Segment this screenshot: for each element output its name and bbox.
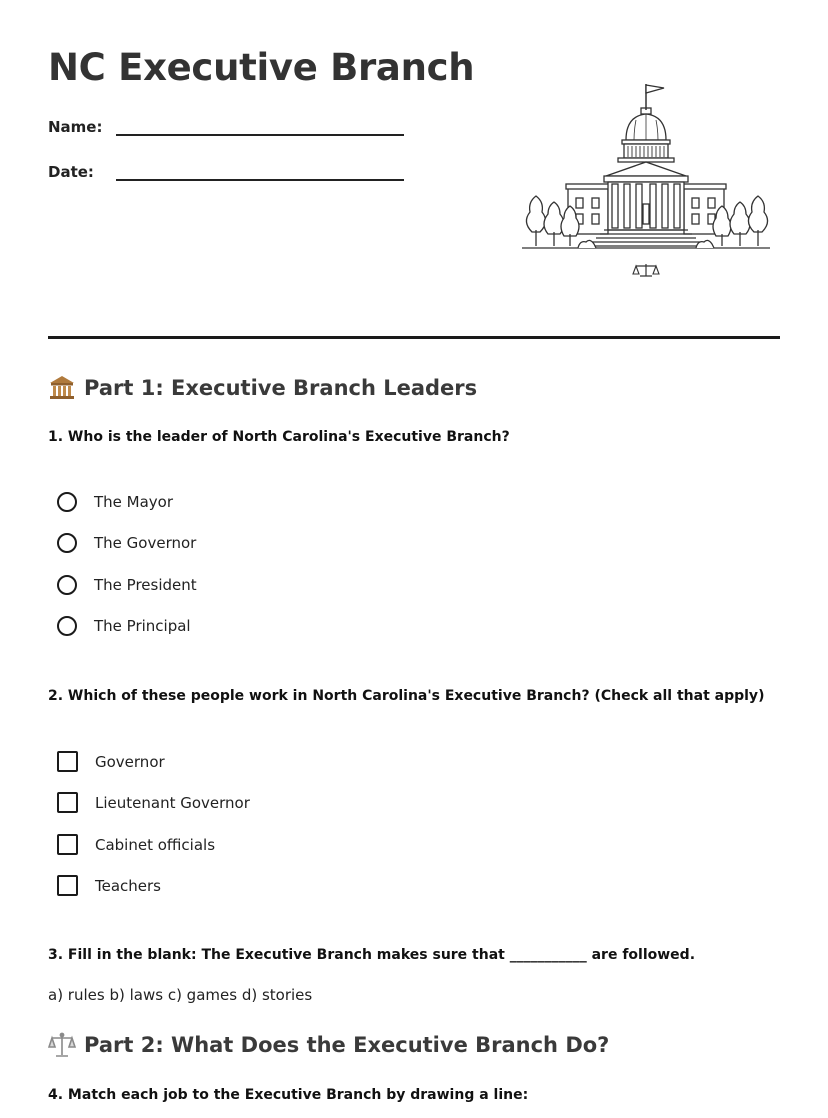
option-label: Teachers: [95, 876, 161, 895]
radio-button[interactable]: [57, 533, 77, 553]
option-label: Lieutenant Governor: [95, 793, 250, 812]
part1-heading: [48, 374, 477, 402]
question-4: 4. Match each job to the Executive Branch by drawing a line:: [48, 1087, 529, 1103]
part1-heading-text: Part 1: Executive Branch Leaders: [84, 376, 478, 400]
radio-button[interactable]: [57, 492, 77, 512]
option-label: The Mayor: [94, 493, 174, 511]
part2-heading-text: Part 2: What Does the Executive Branch Do?: [84, 1033, 610, 1057]
q1-option-2[interactable]: [57, 533, 196, 553]
q1-option-1[interactable]: [57, 492, 173, 512]
name-field: [48, 118, 404, 136]
question-1: 1. Who is the leader of North Carolina's Executive Branch?: [48, 429, 510, 445]
section-divider: [48, 336, 780, 339]
name-label: Name:: [48, 118, 103, 136]
question-2: 2. Which of these people work in North Carolina's Executive Branch? (Check all that apply): [48, 688, 765, 704]
q1-option-3[interactable]: [57, 575, 197, 595]
q2-option-2[interactable]: [57, 792, 250, 813]
checkbox[interactable]: [57, 751, 78, 772]
option-label: The Governor: [94, 534, 197, 552]
radio-button[interactable]: [57, 575, 77, 595]
checkbox[interactable]: [57, 792, 78, 813]
name-line[interactable]: [116, 120, 404, 136]
option-label: The President: [94, 576, 197, 594]
question-3: 3. Fill in the blank: The Executive Branch makes sure that ___________ are followed.: [48, 947, 696, 963]
checkbox[interactable]: [57, 834, 78, 855]
date-field: [48, 163, 404, 181]
option-label: Cabinet officials: [95, 835, 216, 854]
balance-scale-icon: [48, 1031, 76, 1059]
date-label: Date:: [48, 163, 94, 181]
q1-option-4[interactable]: [57, 616, 191, 636]
radio-button[interactable]: [57, 616, 77, 636]
q3-answer-choices: a) rules b) laws c) games d) stories: [48, 986, 313, 1004]
option-label: The Principal: [94, 617, 191, 635]
part2-heading: [48, 1031, 609, 1059]
q2-option-3[interactable]: [57, 834, 215, 855]
q2-option-1[interactable]: [57, 751, 165, 772]
checkbox[interactable]: [57, 875, 78, 896]
classical-building-icon: [48, 374, 76, 402]
page-title: NC Executive Branch: [48, 46, 475, 89]
date-line[interactable]: [116, 165, 404, 181]
option-label: Governor: [95, 752, 165, 771]
q2-option-4[interactable]: [57, 875, 161, 896]
capitol-building-icon: [518, 80, 774, 286]
